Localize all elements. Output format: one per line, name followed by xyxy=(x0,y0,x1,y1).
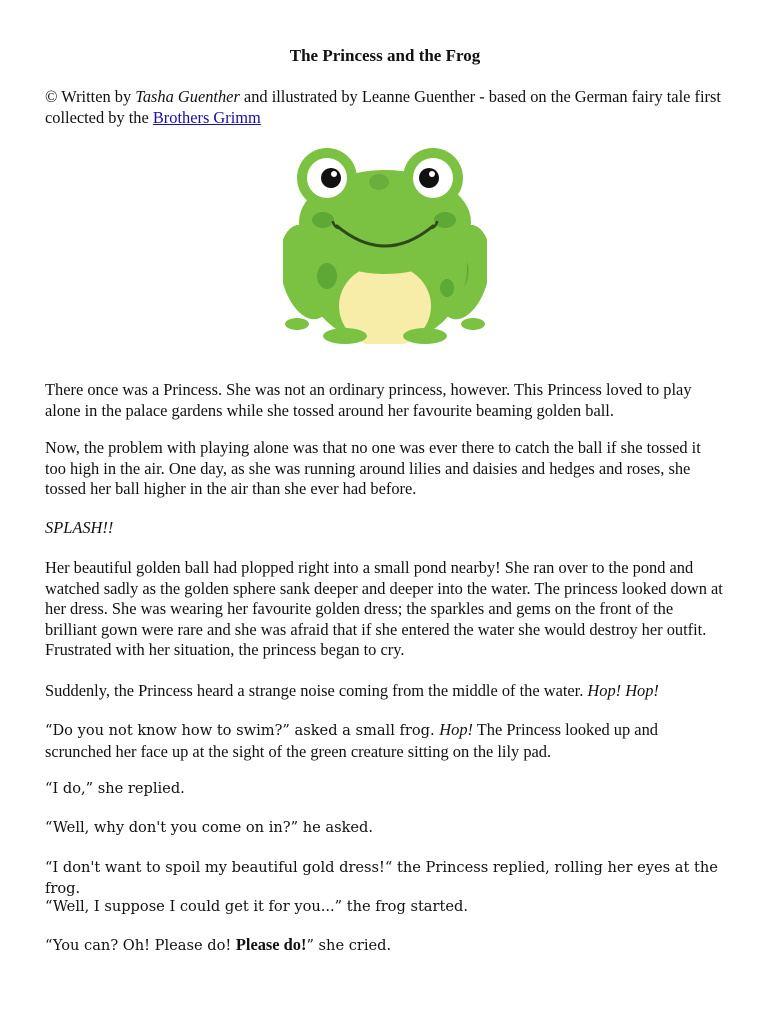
frog-question: “Do you not know how to swim?” asked a small frog. xyxy=(45,722,440,739)
byline xyxy=(45,86,725,128)
paragraph-6 xyxy=(45,720,725,763)
frog-icon xyxy=(283,148,487,344)
paragraph-10: “Well, I suppose I could get it for you...” the frog started. xyxy=(45,898,468,915)
paragraph-11 xyxy=(45,935,725,957)
splash-text: SPLASH!! xyxy=(45,518,114,537)
frog-illustration xyxy=(283,148,487,344)
paragraph-8: “Well, why don't you come on in?” he asked. xyxy=(45,819,374,836)
paragraph-11-start: “You can? Oh! Please do! xyxy=(45,937,236,954)
paragraph-4: Her beautiful golden ball had plopped right into a small pond nearby! She ran over to the pond and watched sadly as the golden sphere sank deeper and deeper into the water. The princess looked down at her dress. She was wearing her favourite golden dress; the sparkles and gems on the front of the brilliant gown were rare and she was afraid that if she entered the water she would destroy her outfit. Frustrated with her situation, the princess began to cry. xyxy=(45,558,723,660)
paragraph-splash xyxy=(45,518,725,539)
paragraph-7: “I do,” she replied. xyxy=(45,780,185,797)
author-name: Tasha Guenther xyxy=(135,87,240,106)
byline-middle: and illustrated by Leanne Guenther - based on the German fairy tale first collected by the xyxy=(45,87,721,127)
document-title: The Princess and the Frog xyxy=(289,46,481,65)
please-do-text: Please do! xyxy=(235,935,307,954)
paragraph-6-rest: The Princess looked up and scrunched her face up at the sight of the green creature sitting on the lily pad. xyxy=(45,720,658,761)
paragraph-1: There once was a Princess. She was not an ordinary princess, however. This Princess loved to play alone in the palace gardens while she tossed around her favourite beaming golden ball. xyxy=(45,380,692,420)
paragraph-2: Now, the problem with playing alone was that no one was ever there to catch the ball if she tossed it too high in the air. One day, as she was running around lilies and daisies and hedges and roses, she tossed her ball higher in the air than she ever had before. xyxy=(45,438,701,499)
paragraph-11-end: ” she cried. xyxy=(306,937,392,954)
paragraph-5 xyxy=(45,681,725,702)
byline-prefix: © Written by xyxy=(45,87,136,106)
brothers-grimm-link[interactable]: Brothers Grimm xyxy=(152,108,261,127)
paragraph-9: “I don't want to spoil my beautiful gold dress!“ the Princess replied, rolling her eyes at the frog. xyxy=(45,859,718,897)
paragraph-5-text: Suddenly, the Princess heard a strange noise coming from the middle of the water. xyxy=(45,681,588,700)
hop-text: Hop! xyxy=(439,720,473,739)
hop-hop-text: Hop! Hop! xyxy=(587,681,659,700)
